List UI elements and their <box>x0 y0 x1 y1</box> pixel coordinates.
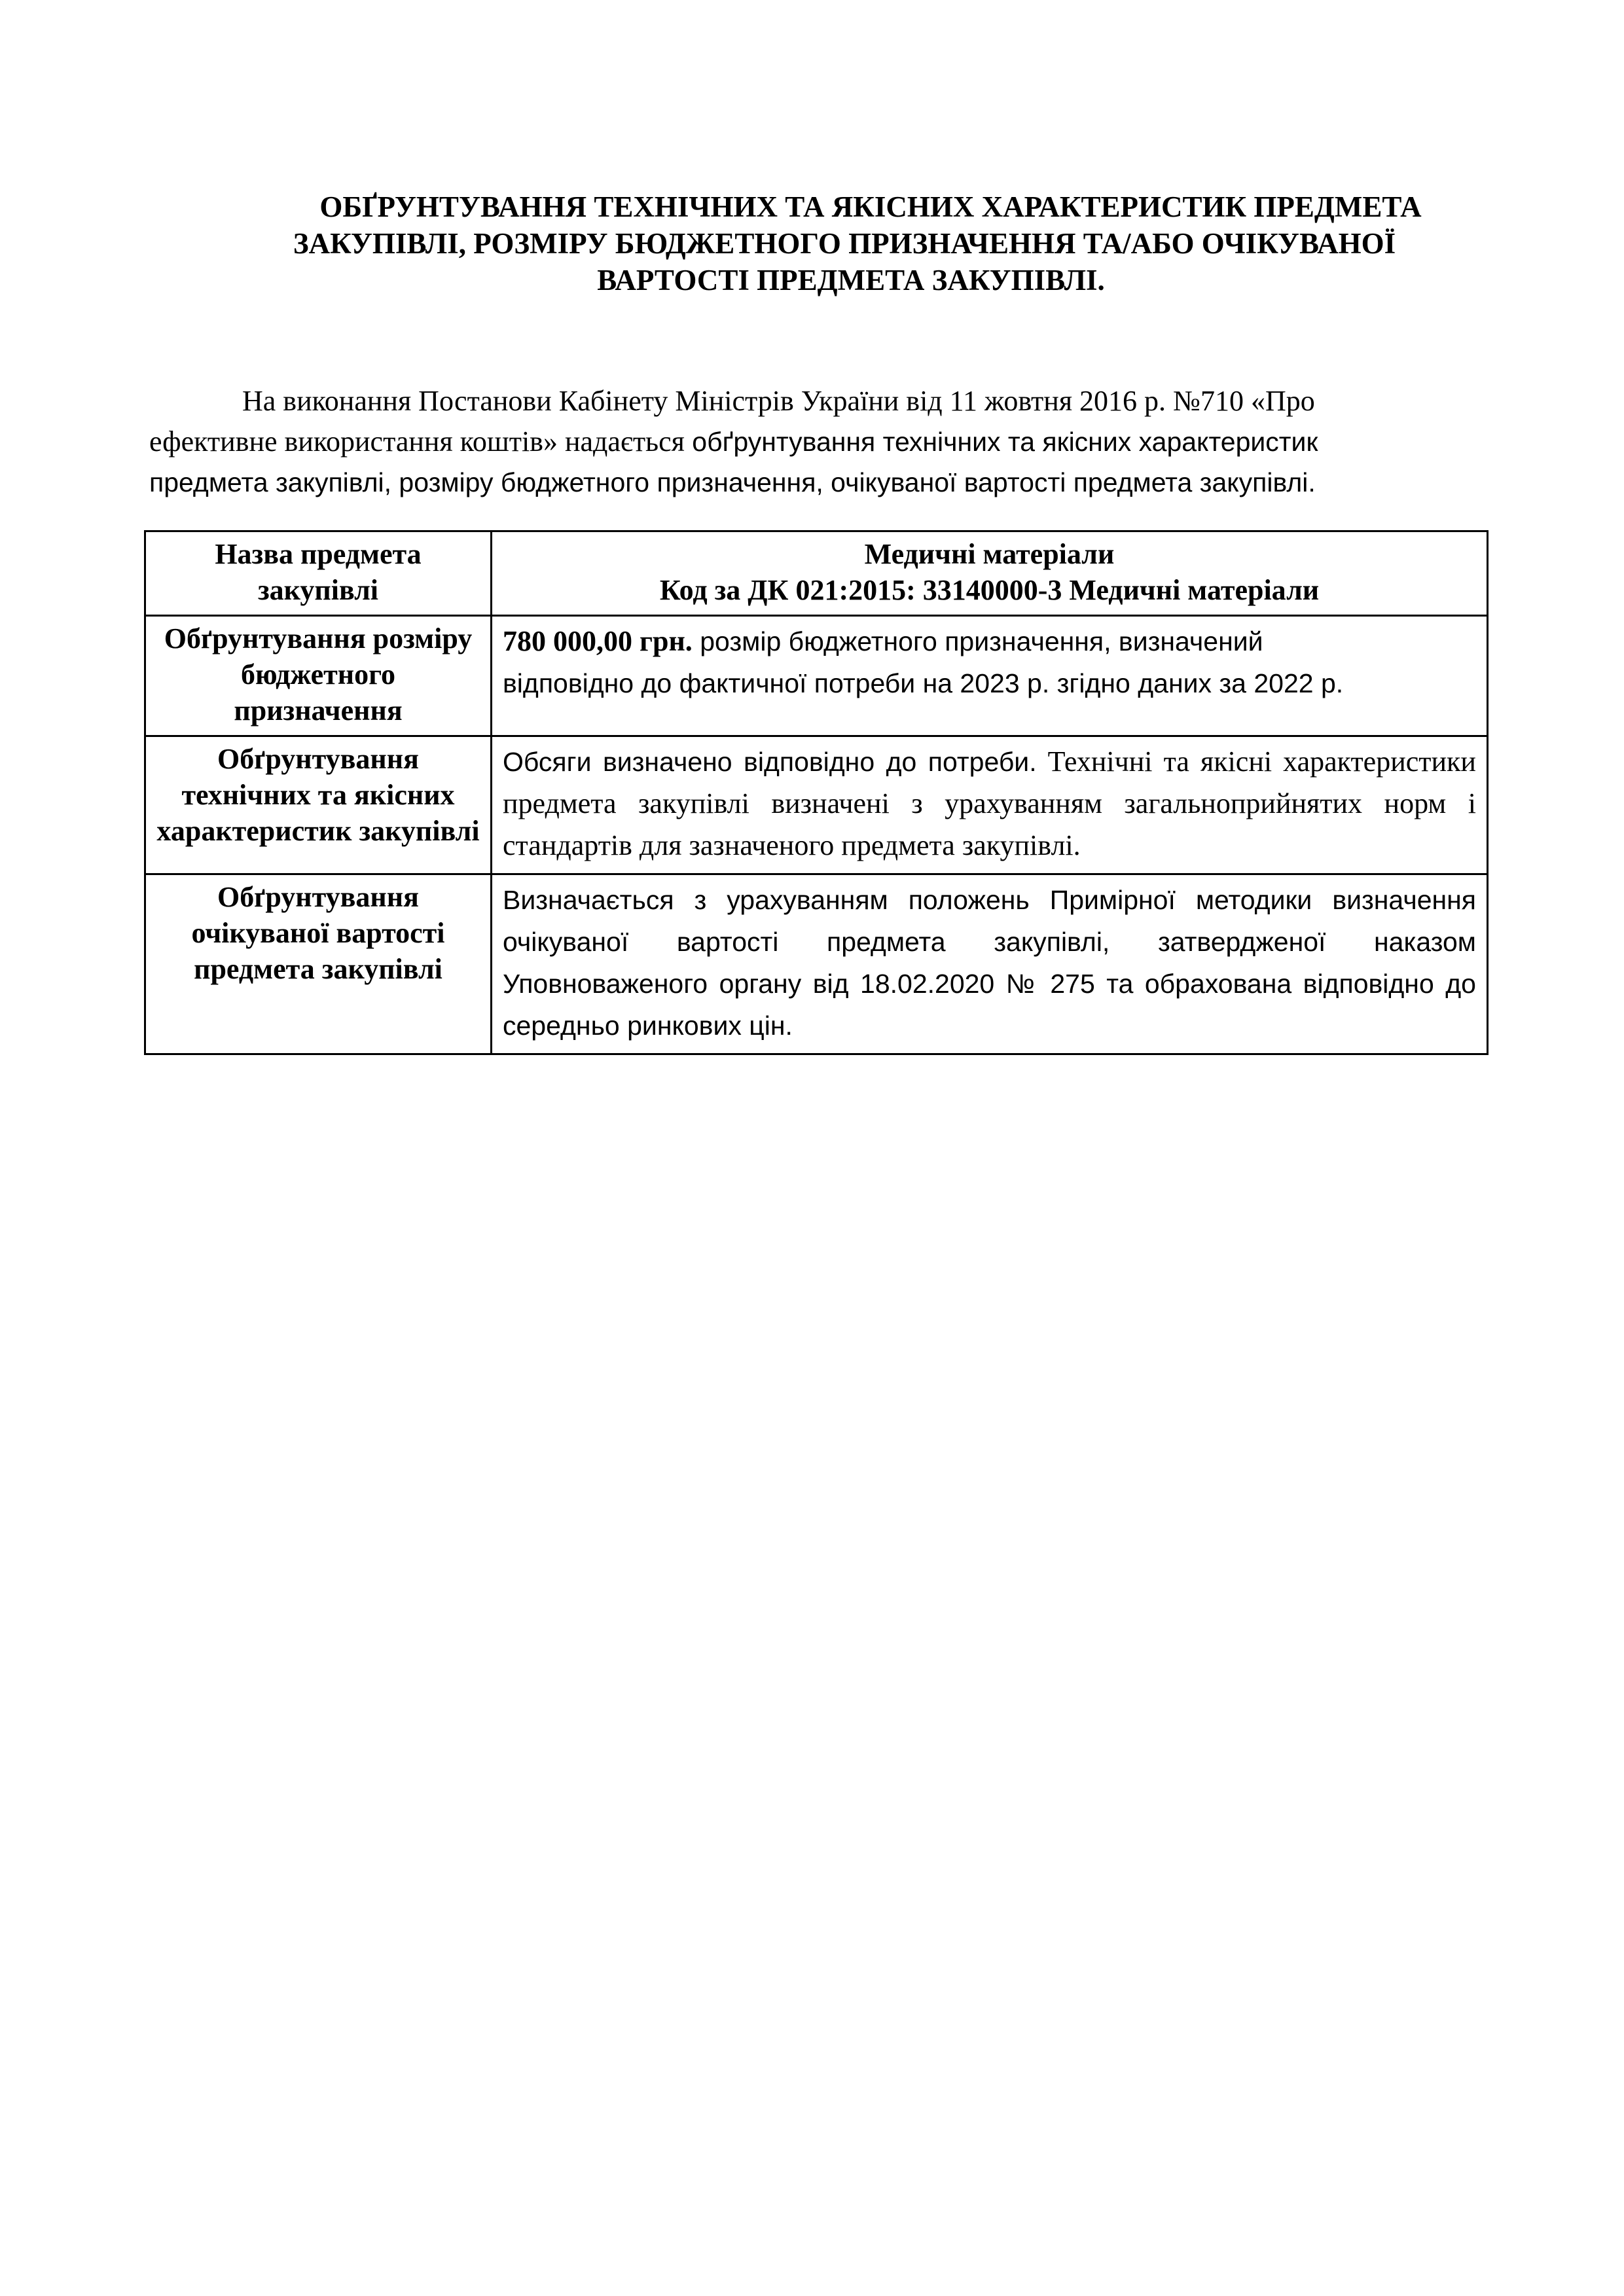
table-row-budget <box>145 616 1488 736</box>
row-value-cost: Визначається з урахуванням положень Примірної методики визначення очікуваної вартості предмета закупівлі, затвердженої наказом Уповноваженого органу від 18.02.2020 № 275 та обрахована відповідно до середньо ринкових цін. <box>492 874 1488 1054</box>
intro-line-1: На виконання Постанови Кабінету Міністрів України від 11 жовтня 2016 р. №710 «Про <box>242 385 1315 417</box>
row-value-technical <box>492 736 1488 874</box>
intro-line-2-serif: ефективне використання коштів» надається <box>149 425 685 457</box>
table-row-technical <box>145 736 1488 874</box>
intro-line-3: предмета закупівлі, розміру бюджетного призначення, очікуваної вартості предмета закупівлі. <box>149 467 1316 497</box>
procurement-table <box>144 530 1489 1055</box>
table-row-subject <box>145 531 1488 616</box>
row-label-technical: Обґрунтування технічних та якісних характеристик закупівлі <box>145 736 492 874</box>
row-label-budget: Обґрунтування розміру бюджетного призначення <box>145 616 492 736</box>
row-label-cost: Обґрунтування очікуваної вартості предмета закупівлі <box>145 874 492 1054</box>
intro-paragraph <box>149 381 1485 503</box>
row-label-subject: Назва предмета закупівлі <box>145 531 492 616</box>
title-line-3: ВАРТОСТІ ПРЕДМЕТА ЗАКУПІВЛІ. <box>597 264 1105 296</box>
intro-line-2 <box>149 422 1485 462</box>
budget-amount: 780 000,00 грн. <box>503 625 693 657</box>
title-line-2: ЗАКУПІВЛІ, РОЗМІРУ БЮДЖЕТНОГО ПРИЗНАЧЕННЯ ТА/АБО ОЧІКУВАНОЇ <box>293 227 1396 260</box>
table-row-cost <box>145 874 1488 1054</box>
budget-line-1 <box>503 620 1476 662</box>
budget-text-1: розмір бюджетного призначення, визначений <box>692 626 1263 656</box>
title-line-1: ОБҐРУНТУВАННЯ ТЕХНІЧНИХ ТА ЯКІСНИХ ХАРАКТЕРИСТИК ПРЕДМЕТА <box>319 190 1422 223</box>
technical-text-rest: Технічні та якісні характеристики предмета закупівлі визначені з урахуванням загальноприйнятих норм і стандартів для зазначеного предмета закупівлі. <box>503 745 1476 861</box>
row-value-subject <box>492 531 1488 616</box>
subject-code: Код за ДК 021:2015: 33140000-3 Медичні матеріали <box>659 574 1320 606</box>
row-value-budget <box>492 616 1488 736</box>
intro-line-2-sans: обґрунтування технічних та якісних характеристик <box>684 427 1318 457</box>
budget-line-2: відповідно до фактичної потреби на 2023 р. згідно даних за 2022 р. <box>503 668 1344 698</box>
technical-text-start: Обсяги визначено відповідно до потреби. <box>503 747 1037 777</box>
document-title <box>196 188 1492 298</box>
subject-title: Медичні матеріали <box>864 538 1115 570</box>
